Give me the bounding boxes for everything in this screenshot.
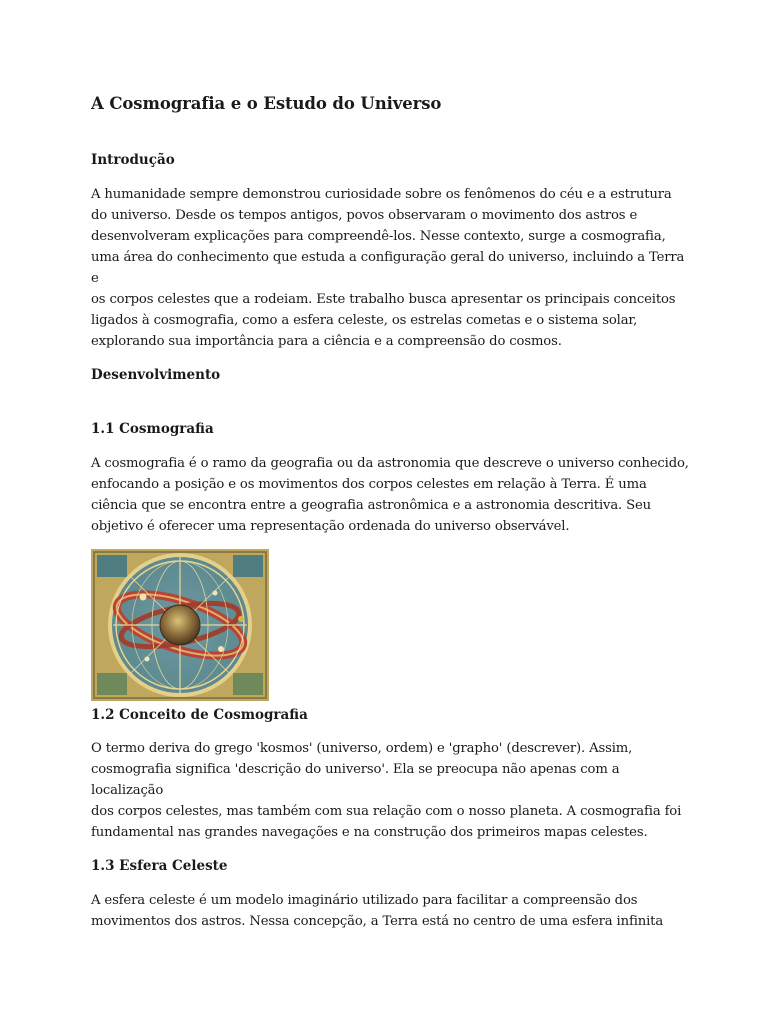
text-line: A esfera celeste é um modelo imaginário utilizado para facilitar a compreensão dos <box>91 893 638 908</box>
section-1-2-heading: 1.2 Conceito de Cosmografia <box>91 707 308 723</box>
development-heading: Desenvolvimento <box>91 367 221 383</box>
armillary-sphere-icon <box>91 549 269 701</box>
section-1-1-paragraph <box>91 453 689 537</box>
armillary-sphere-illustration <box>91 549 269 701</box>
text-line: explorando sua importância para a ciência e a compreensão do cosmos. <box>91 334 562 349</box>
text-line: uma área do conhecimento que estuda a configuração geral do universo, incluindo a Terra e <box>91 250 685 286</box>
text-line: desenvolveram explicações para compreendê-los. Nesse contexto, surge a cosmografia, <box>91 229 666 244</box>
section-1-1-heading: 1.1 Cosmografia <box>91 421 214 437</box>
intro-heading: Introdução <box>91 152 175 168</box>
text-line: ciência que se encontra entre a geografia astronômica e a astronomia descritiva. Seu <box>91 498 651 513</box>
text-line: ligados à cosmografia, como a esfera celeste, os estrelas cometas e o sistema solar, <box>91 313 638 328</box>
text-line: dos corpos celestes, mas também com sua relação com o nosso planeta. A cosmografia foi <box>91 804 682 819</box>
section-1-3-paragraph <box>91 890 663 932</box>
text-line: fundamental nas grandes navegações e na construção dos primeiros mapas celestes. <box>91 825 648 840</box>
section-1-3-heading: 1.3 Esfera Celeste <box>91 858 228 874</box>
text-line: cosmografia significa 'descrição do universo'. Ela se preocupa não apenas com a localização <box>91 762 620 798</box>
text-line: A humanidade sempre demonstrou curiosidade sobre os fenômenos do céu e a estrutura <box>91 187 672 202</box>
text-line: O termo deriva do grego 'kosmos' (universo, ordem) e 'grapho' (descrever). Assim, <box>91 741 633 756</box>
section-1-2-paragraph <box>91 738 691 843</box>
document-title: A Cosmografia e o Estudo do Universo <box>91 94 442 113</box>
text-line: do universo. Desde os tempos antigos, povos observaram o movimento dos astros e <box>91 208 638 223</box>
intro-paragraph <box>91 184 691 352</box>
text-line: os corpos celestes que a rodeiam. Este trabalho busca apresentar os principais conceitos <box>91 292 676 307</box>
text-line: objetivo é oferecer uma representação ordenada do universo observável. <box>91 519 570 534</box>
text-line: A cosmografia é o ramo da geografia ou da astronomia que descreve o universo conhecido, <box>91 456 689 471</box>
text-line: enfocando a posição e os movimentos dos corpos celestes em relação à Terra. É uma <box>91 477 647 492</box>
text-line: movimentos dos astros. Nessa concepção, a Terra está no centro de uma esfera infinita <box>91 914 664 929</box>
